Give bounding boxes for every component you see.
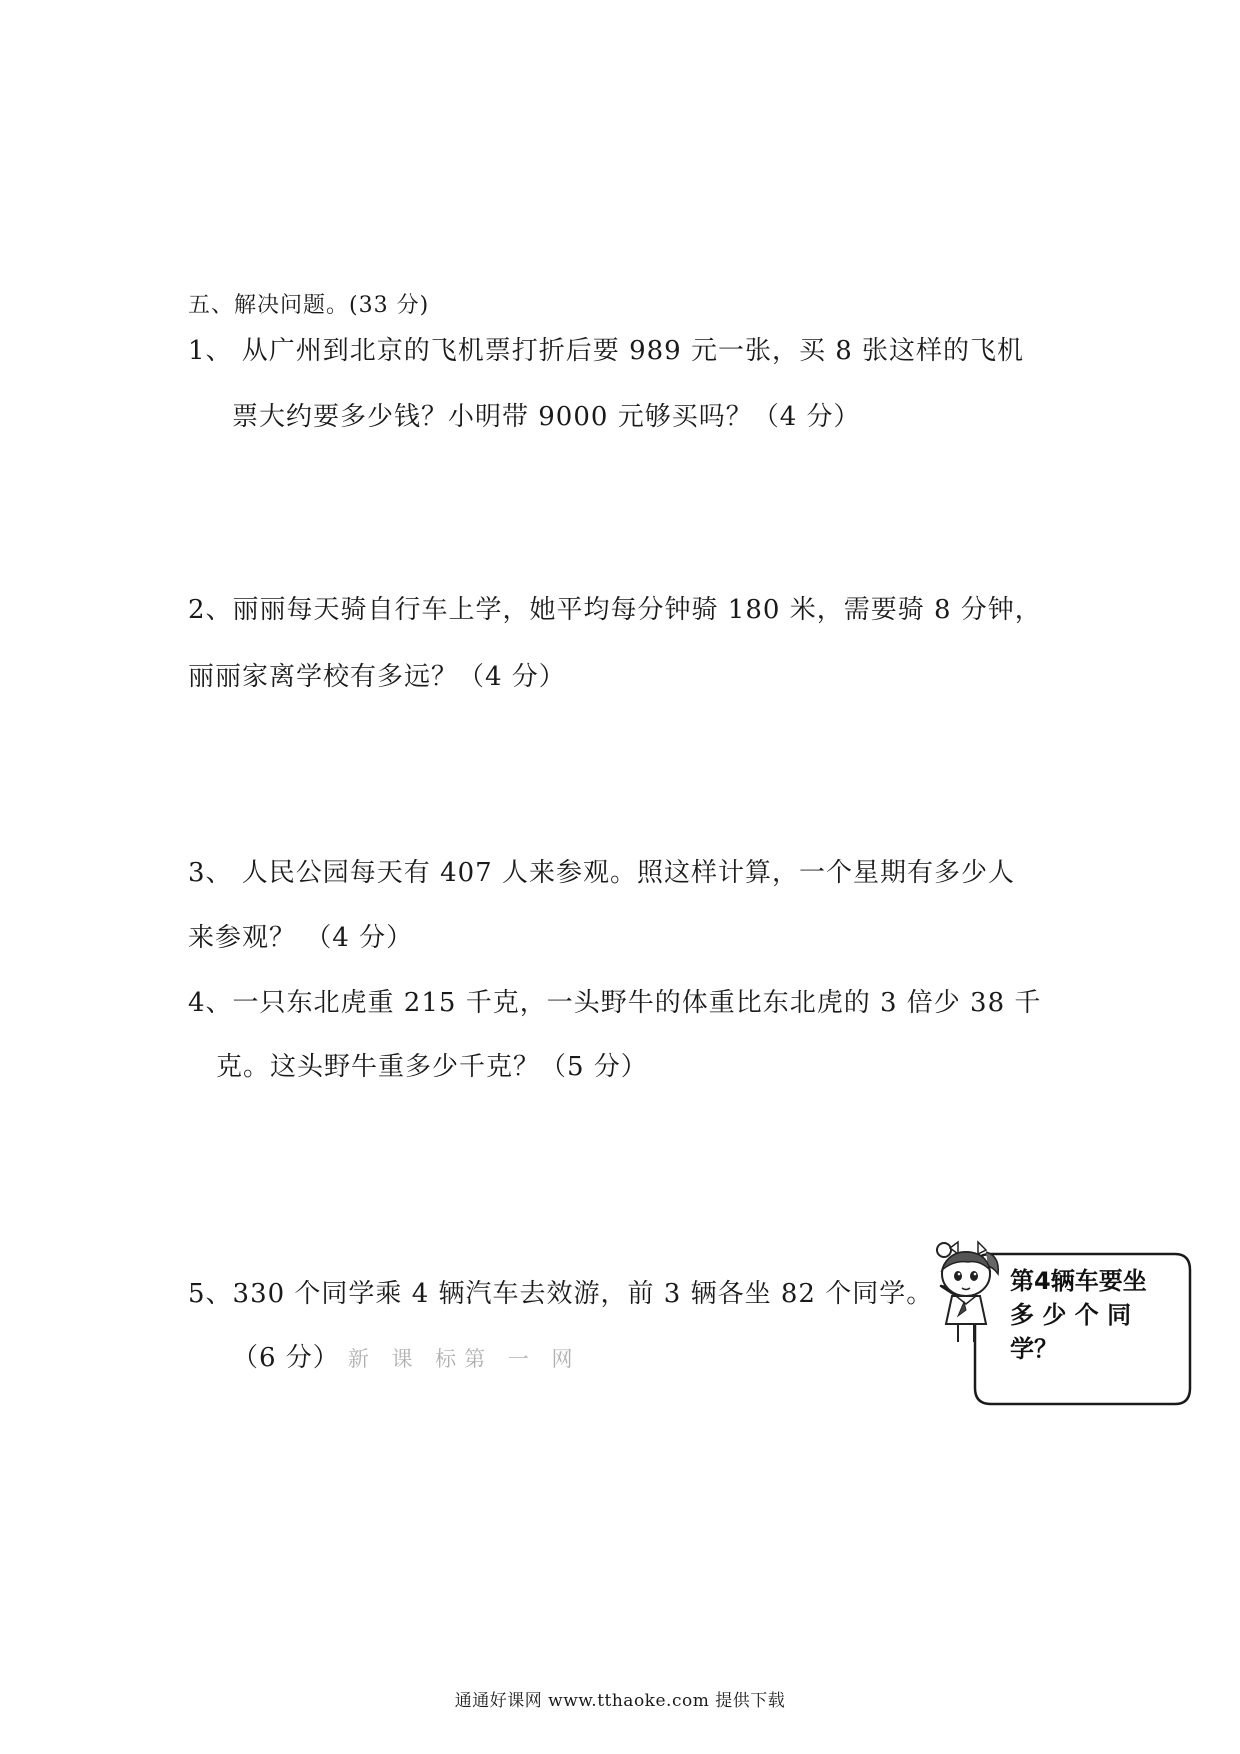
bubble-line-3: 学？ xyxy=(1010,1335,1058,1363)
section-title: 五、解决问题。(33 分) xyxy=(188,293,430,318)
question-5-line-2 xyxy=(232,1337,581,1374)
question-2-line-2: 丽丽家离学校有多远？（4 分） xyxy=(188,662,566,692)
footer-text: 通通好课网 www.tthaoke.com 提供下载 xyxy=(454,1691,786,1711)
bubble-text xyxy=(1010,1264,1160,1366)
bubble-line-2: 多 少 个 同 xyxy=(1010,1301,1132,1329)
question-3-line-1: 3、 人民公园每天有 407 人来参观。照这样计算，一个星期有多少人 xyxy=(188,858,1015,888)
girl-illustration xyxy=(928,1238,1008,1348)
question-5-points: （6 分） xyxy=(232,1343,340,1373)
bubble-line-1: 第4辆车要坐 xyxy=(1010,1267,1147,1295)
question-1-line-1: 1、 从广州到北京的飞机票打折后要 989 元一张，买 8 张这样的飞机 xyxy=(188,336,1025,366)
question-2-line-1: 2、丽丽每天骑自行车上学，她平均每分钟骑 180 米，需要骑 8 分钟， xyxy=(188,595,1042,625)
watermark-text: 新 课 标第 一 网 xyxy=(347,1347,581,1371)
question-4-line-1: 4、一只东北虎重 215 千克，一头野牛的体重比东北虎的 3 倍少 38 千 xyxy=(188,988,1042,1018)
question-3-line-2: 来参观？ （4 分） xyxy=(188,923,414,953)
question-1-line-2: 票大约要多少钱？小明带 9000 元够买吗？（4 分） xyxy=(232,402,861,432)
question-4-line-2: 克。这头野牛重多少千克？（5 分） xyxy=(216,1052,648,1082)
question-5-line-1: 5、330 个同学乘 4 辆汽车去效游，前 3 辆各坐 82 个同学。 xyxy=(188,1279,934,1309)
